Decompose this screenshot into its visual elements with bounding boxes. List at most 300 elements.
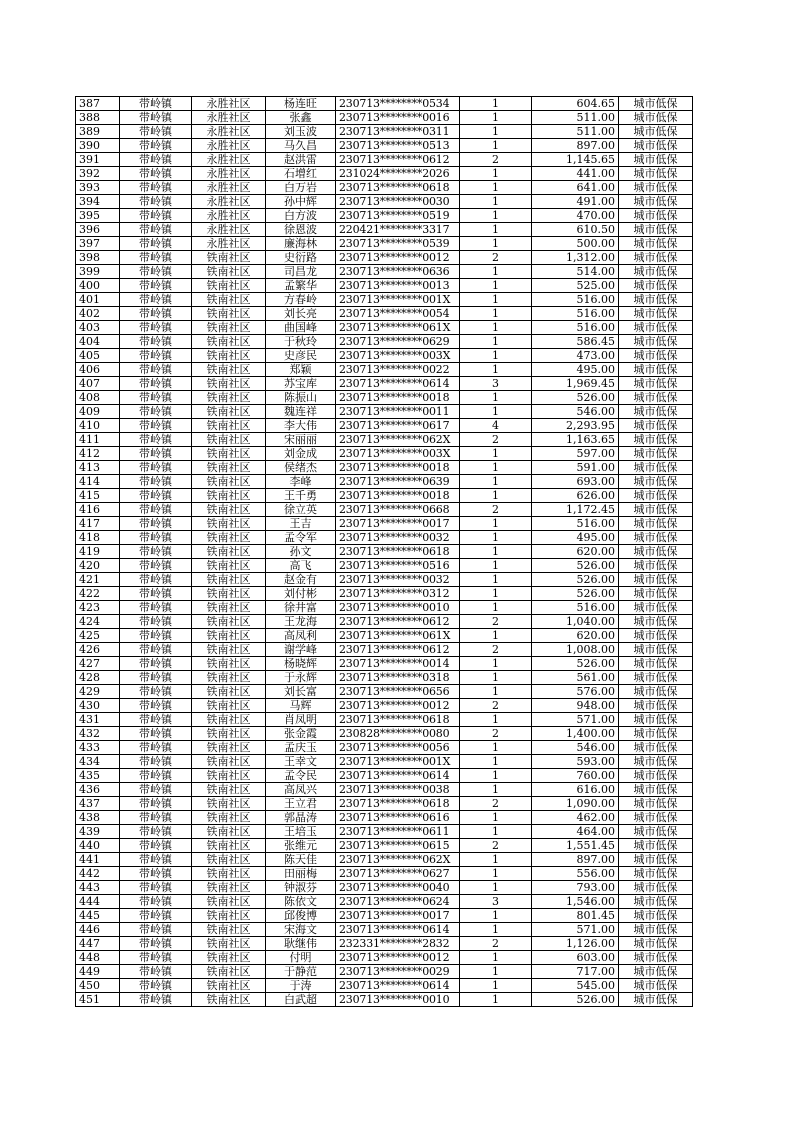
id-number-cell: 230713********001X <box>336 755 460 769</box>
amount-cell: 1,551.45 <box>532 839 619 853</box>
seq-cell: 413 <box>76 461 120 475</box>
table-row <box>76 951 693 965</box>
town-cell: 带岭镇 <box>120 475 192 489</box>
community-cell: 铁南社区 <box>192 489 266 503</box>
table-row <box>76 419 693 433</box>
community-cell: 铁南社区 <box>192 615 266 629</box>
name-cell: 肖凤明 <box>266 713 336 727</box>
town-cell: 带岭镇 <box>120 853 192 867</box>
community-cell: 铁南社区 <box>192 741 266 755</box>
id-number-cell: 230713********0614 <box>336 769 460 783</box>
seq-cell: 389 <box>76 125 120 139</box>
community-cell: 铁南社区 <box>192 447 266 461</box>
assistance-type-cell: 城市低保 <box>619 405 693 419</box>
community-cell: 铁南社区 <box>192 405 266 419</box>
name-cell: 廉海林 <box>266 237 336 251</box>
seq-cell: 421 <box>76 573 120 587</box>
amount-cell: 526.00 <box>532 391 619 405</box>
table-row <box>76 993 693 1007</box>
amount-cell: 571.00 <box>532 923 619 937</box>
id-number-cell: 230713********0616 <box>336 811 460 825</box>
town-cell: 带岭镇 <box>120 839 192 853</box>
town-cell: 带岭镇 <box>120 517 192 531</box>
id-number-cell: 230713********0614 <box>336 377 460 391</box>
community-cell: 铁南社区 <box>192 909 266 923</box>
name-cell: 赵洪雷 <box>266 153 336 167</box>
id-number-cell: 220421********3317 <box>336 223 460 237</box>
table-row <box>76 335 693 349</box>
household-size-cell: 1 <box>460 139 532 153</box>
seq-cell: 432 <box>76 727 120 741</box>
seq-cell: 416 <box>76 503 120 517</box>
town-cell: 带岭镇 <box>120 223 192 237</box>
household-size-cell: 2 <box>460 153 532 167</box>
community-cell: 铁南社区 <box>192 531 266 545</box>
household-size-cell: 2 <box>460 699 532 713</box>
table-row <box>76 349 693 363</box>
seq-cell: 410 <box>76 419 120 433</box>
community-cell: 铁南社区 <box>192 671 266 685</box>
amount-cell: 556.00 <box>532 867 619 881</box>
name-cell: 徐恩波 <box>266 223 336 237</box>
id-number-cell: 232331********2832 <box>336 937 460 951</box>
community-cell: 铁南社区 <box>192 937 266 951</box>
community-cell: 永胜社区 <box>192 125 266 139</box>
name-cell: 王幸文 <box>266 755 336 769</box>
seq-cell: 415 <box>76 489 120 503</box>
id-number-cell: 230713********0018 <box>336 489 460 503</box>
community-cell: 铁南社区 <box>192 643 266 657</box>
community-cell: 铁南社区 <box>192 783 266 797</box>
household-size-cell: 1 <box>460 223 532 237</box>
table-row <box>76 559 693 573</box>
id-number-cell: 231024********2026 <box>336 167 460 181</box>
community-cell: 铁南社区 <box>192 335 266 349</box>
id-number-cell: 230713********0010 <box>336 993 460 1007</box>
town-cell: 带岭镇 <box>120 377 192 391</box>
table-row <box>76 489 693 503</box>
community-cell: 铁南社区 <box>192 797 266 811</box>
assistance-type-cell: 城市低保 <box>619 839 693 853</box>
assistance-type-cell: 城市低保 <box>619 867 693 881</box>
community-cell: 铁南社区 <box>192 657 266 671</box>
town-cell: 带岭镇 <box>120 699 192 713</box>
seq-cell: 398 <box>76 251 120 265</box>
name-cell: 郑颖 <box>266 363 336 377</box>
household-size-cell: 1 <box>460 461 532 475</box>
assistance-type-cell: 城市低保 <box>619 433 693 447</box>
name-cell: 孟庆玉 <box>266 741 336 755</box>
assistance-type-cell: 城市低保 <box>619 489 693 503</box>
table-row <box>76 111 693 125</box>
id-number-cell: 230713********0618 <box>336 713 460 727</box>
assistance-type-cell: 城市低保 <box>619 279 693 293</box>
assistance-type-cell: 城市低保 <box>619 349 693 363</box>
id-number-cell: 230713********0014 <box>336 657 460 671</box>
town-cell: 带岭镇 <box>120 923 192 937</box>
household-size-cell: 1 <box>460 559 532 573</box>
community-cell: 铁南社区 <box>192 503 266 517</box>
amount-cell: 516.00 <box>532 307 619 321</box>
name-cell: 宋海文 <box>266 923 336 937</box>
id-number-cell: 230713********0040 <box>336 881 460 895</box>
name-cell: 张鑫 <box>266 111 336 125</box>
town-cell: 带岭镇 <box>120 657 192 671</box>
seq-cell: 434 <box>76 755 120 769</box>
assistance-type-cell: 城市低保 <box>619 951 693 965</box>
community-cell: 铁南社区 <box>192 279 266 293</box>
household-size-cell: 1 <box>460 321 532 335</box>
name-cell: 马辉 <box>266 699 336 713</box>
assistance-type-cell: 城市低保 <box>619 447 693 461</box>
seq-cell: 403 <box>76 321 120 335</box>
town-cell: 带岭镇 <box>120 139 192 153</box>
seq-cell: 411 <box>76 433 120 447</box>
name-cell: 于静范 <box>266 965 336 979</box>
assistance-type-cell: 城市低保 <box>619 139 693 153</box>
amount-cell: 620.00 <box>532 545 619 559</box>
town-cell: 带岭镇 <box>120 615 192 629</box>
household-size-cell: 1 <box>460 125 532 139</box>
town-cell: 带岭镇 <box>120 755 192 769</box>
town-cell: 带岭镇 <box>120 279 192 293</box>
amount-cell: 1,312.00 <box>532 251 619 265</box>
amount-cell: 801.45 <box>532 909 619 923</box>
seq-cell: 442 <box>76 867 120 881</box>
amount-cell: 516.00 <box>532 321 619 335</box>
id-number-cell: 230713********0011 <box>336 405 460 419</box>
town-cell: 带岭镇 <box>120 741 192 755</box>
household-size-cell: 1 <box>460 307 532 321</box>
assistance-type-cell: 城市低保 <box>619 265 693 279</box>
town-cell: 带岭镇 <box>120 181 192 195</box>
town-cell: 带岭镇 <box>120 153 192 167</box>
town-cell: 带岭镇 <box>120 307 192 321</box>
id-number-cell: 230713********0017 <box>336 517 460 531</box>
community-cell: 铁南社区 <box>192 951 266 965</box>
name-cell: 孟令军 <box>266 531 336 545</box>
amount-cell: 546.00 <box>532 741 619 755</box>
household-size-cell: 1 <box>460 951 532 965</box>
seq-cell: 429 <box>76 685 120 699</box>
name-cell: 曲国峰 <box>266 321 336 335</box>
seq-cell: 392 <box>76 167 120 181</box>
household-size-cell: 1 <box>460 447 532 461</box>
assistance-type-cell: 城市低保 <box>619 671 693 685</box>
id-number-cell: 230713********003X <box>336 349 460 363</box>
table-row <box>76 461 693 475</box>
assistance-type-cell: 城市低保 <box>619 545 693 559</box>
community-cell: 铁南社区 <box>192 853 266 867</box>
seq-cell: 448 <box>76 951 120 965</box>
household-size-cell: 2 <box>460 797 532 811</box>
id-number-cell: 230713********0311 <box>336 125 460 139</box>
seq-cell: 443 <box>76 881 120 895</box>
community-cell: 铁南社区 <box>192 475 266 489</box>
name-cell: 苏宝库 <box>266 377 336 391</box>
name-cell: 张维元 <box>266 839 336 853</box>
name-cell: 王吉 <box>266 517 336 531</box>
town-cell: 带岭镇 <box>120 559 192 573</box>
amount-cell: 576.00 <box>532 685 619 699</box>
name-cell: 陈天佳 <box>266 853 336 867</box>
community-cell: 铁南社区 <box>192 251 266 265</box>
assistance-type-cell: 城市低保 <box>619 251 693 265</box>
community-cell: 铁南社区 <box>192 349 266 363</box>
household-size-cell: 1 <box>460 741 532 755</box>
table-row <box>76 475 693 489</box>
community-cell: 铁南社区 <box>192 965 266 979</box>
household-size-cell: 2 <box>460 251 532 265</box>
name-cell: 白万岩 <box>266 181 336 195</box>
id-number-cell: 230713********0018 <box>336 461 460 475</box>
id-number-cell: 230713********0612 <box>336 153 460 167</box>
town-cell: 带岭镇 <box>120 895 192 909</box>
id-number-cell: 230713********0032 <box>336 573 460 587</box>
id-number-cell: 230713********0656 <box>336 685 460 699</box>
id-number-cell: 230713********0519 <box>336 209 460 223</box>
name-cell: 陈振山 <box>266 391 336 405</box>
amount-cell: 462.00 <box>532 811 619 825</box>
table-row <box>76 909 693 923</box>
seq-cell: 396 <box>76 223 120 237</box>
id-number-cell: 230713********0618 <box>336 181 460 195</box>
id-number-cell: 230713********0624 <box>336 895 460 909</box>
household-size-cell: 1 <box>460 167 532 181</box>
amount-cell: 526.00 <box>532 573 619 587</box>
town-cell: 带岭镇 <box>120 349 192 363</box>
amount-cell: 693.00 <box>532 475 619 489</box>
id-number-cell: 230713********0318 <box>336 671 460 685</box>
assistance-type-cell: 城市低保 <box>619 153 693 167</box>
assistance-type-cell: 城市低保 <box>619 937 693 951</box>
name-cell: 刘长亮 <box>266 307 336 321</box>
community-cell: 铁南社区 <box>192 685 266 699</box>
amount-cell: 604.65 <box>532 97 619 111</box>
seq-cell: 430 <box>76 699 120 713</box>
amount-cell: 473.00 <box>532 349 619 363</box>
id-number-cell: 230713********0012 <box>336 951 460 965</box>
community-cell: 铁南社区 <box>192 825 266 839</box>
community-cell: 铁南社区 <box>192 573 266 587</box>
amount-cell: 491.00 <box>532 195 619 209</box>
seq-cell: 437 <box>76 797 120 811</box>
household-size-cell: 1 <box>460 335 532 349</box>
amount-cell: 760.00 <box>532 769 619 783</box>
amount-cell: 593.00 <box>532 755 619 769</box>
amount-cell: 626.00 <box>532 489 619 503</box>
id-number-cell: 230713********0029 <box>336 965 460 979</box>
name-cell: 白方波 <box>266 209 336 223</box>
amount-cell: 1,090.00 <box>532 797 619 811</box>
household-size-cell: 1 <box>460 349 532 363</box>
assistance-type-cell: 城市低保 <box>619 755 693 769</box>
town-cell: 带岭镇 <box>120 671 192 685</box>
seq-cell: 393 <box>76 181 120 195</box>
town-cell: 带岭镇 <box>120 391 192 405</box>
id-number-cell: 230713********0038 <box>336 783 460 797</box>
assistance-type-cell: 城市低保 <box>619 335 693 349</box>
assistance-type-cell: 城市低保 <box>619 503 693 517</box>
amount-cell: 1,969.45 <box>532 377 619 391</box>
community-cell: 铁南社区 <box>192 993 266 1007</box>
seq-cell: 414 <box>76 475 120 489</box>
seq-cell: 405 <box>76 349 120 363</box>
household-size-cell: 1 <box>460 867 532 881</box>
household-size-cell: 1 <box>460 237 532 251</box>
table-row <box>76 97 693 111</box>
name-cell: 高凤利 <box>266 629 336 643</box>
community-cell: 铁南社区 <box>192 363 266 377</box>
household-size-cell: 1 <box>460 517 532 531</box>
amount-cell: 561.00 <box>532 671 619 685</box>
name-cell: 谢学峰 <box>266 643 336 657</box>
town-cell: 带岭镇 <box>120 237 192 251</box>
amount-cell: 571.00 <box>532 713 619 727</box>
table-row <box>76 377 693 391</box>
household-size-cell: 2 <box>460 643 532 657</box>
town-cell: 带岭镇 <box>120 363 192 377</box>
amount-cell: 1,040.00 <box>532 615 619 629</box>
assistance-type-cell: 城市低保 <box>619 629 693 643</box>
amount-cell: 516.00 <box>532 601 619 615</box>
amount-cell: 511.00 <box>532 125 619 139</box>
amount-cell: 441.00 <box>532 167 619 181</box>
id-number-cell: 230713********0030 <box>336 195 460 209</box>
town-cell: 带岭镇 <box>120 489 192 503</box>
assistance-type-cell: 城市低保 <box>619 475 693 489</box>
household-size-cell: 1 <box>460 475 532 489</box>
amount-cell: 1,126.00 <box>532 937 619 951</box>
household-size-cell: 1 <box>460 909 532 923</box>
table-row <box>76 699 693 713</box>
id-number-cell: 230713********003X <box>336 447 460 461</box>
household-size-cell: 1 <box>460 825 532 839</box>
town-cell: 带岭镇 <box>120 587 192 601</box>
amount-cell: 500.00 <box>532 237 619 251</box>
assistance-type-cell: 城市低保 <box>619 615 693 629</box>
community-cell: 铁南社区 <box>192 727 266 741</box>
amount-cell: 1,145.65 <box>532 153 619 167</box>
community-cell: 铁南社区 <box>192 881 266 895</box>
seq-cell: 428 <box>76 671 120 685</box>
table-row <box>76 307 693 321</box>
community-cell: 铁南社区 <box>192 629 266 643</box>
town-cell: 带岭镇 <box>120 643 192 657</box>
household-size-cell: 2 <box>460 727 532 741</box>
household-size-cell: 1 <box>460 195 532 209</box>
name-cell: 刘付彬 <box>266 587 336 601</box>
amount-cell: 1,400.00 <box>532 727 619 741</box>
id-number-cell: 230713********0534 <box>336 97 460 111</box>
amount-cell: 591.00 <box>532 461 619 475</box>
amount-cell: 616.00 <box>532 783 619 797</box>
assistance-type-cell: 城市低保 <box>619 783 693 797</box>
community-cell: 永胜社区 <box>192 153 266 167</box>
assistance-type-cell: 城市低保 <box>619 531 693 545</box>
table-row <box>76 167 693 181</box>
table-row <box>76 811 693 825</box>
community-cell: 铁南社区 <box>192 293 266 307</box>
community-cell: 永胜社区 <box>192 181 266 195</box>
town-cell: 带岭镇 <box>120 909 192 923</box>
id-number-cell: 230713********0639 <box>336 475 460 489</box>
household-size-cell: 1 <box>460 811 532 825</box>
table-row <box>76 517 693 531</box>
household-size-cell: 1 <box>460 671 532 685</box>
assistance-type-cell: 城市低保 <box>619 587 693 601</box>
relief-roster-table <box>75 96 693 1007</box>
id-number-cell: 230713********0016 <box>336 111 460 125</box>
household-size-cell: 1 <box>460 755 532 769</box>
table-row <box>76 531 693 545</box>
assistance-type-cell: 城市低保 <box>619 601 693 615</box>
town-cell: 带岭镇 <box>120 433 192 447</box>
name-cell: 耿继伟 <box>266 937 336 951</box>
community-cell: 铁南社区 <box>192 321 266 335</box>
seq-cell: 401 <box>76 293 120 307</box>
table-row <box>76 405 693 419</box>
seq-cell: 404 <box>76 335 120 349</box>
household-size-cell: 1 <box>460 531 532 545</box>
seq-cell: 391 <box>76 153 120 167</box>
id-number-cell: 230713********0636 <box>336 265 460 279</box>
assistance-type-cell: 城市低保 <box>619 321 693 335</box>
name-cell: 马久昌 <box>266 139 336 153</box>
amount-cell: 597.00 <box>532 447 619 461</box>
name-cell: 付明 <box>266 951 336 965</box>
assistance-type-cell: 城市低保 <box>619 209 693 223</box>
town-cell: 带岭镇 <box>120 867 192 881</box>
seq-cell: 424 <box>76 615 120 629</box>
community-cell: 铁南社区 <box>192 587 266 601</box>
seq-cell: 444 <box>76 895 120 909</box>
community-cell: 铁南社区 <box>192 811 266 825</box>
household-size-cell: 2 <box>460 937 532 951</box>
name-cell: 于秋玲 <box>266 335 336 349</box>
assistance-type-cell: 城市低保 <box>619 713 693 727</box>
table-row <box>76 825 693 839</box>
table-row <box>76 237 693 251</box>
id-number-cell: 230713********0017 <box>336 909 460 923</box>
household-size-cell: 1 <box>460 587 532 601</box>
name-cell: 徐井富 <box>266 601 336 615</box>
name-cell: 李大伟 <box>266 419 336 433</box>
amount-cell: 545.00 <box>532 979 619 993</box>
household-size-cell: 1 <box>460 657 532 671</box>
town-cell: 带岭镇 <box>120 993 192 1007</box>
assistance-type-cell: 城市低保 <box>619 769 693 783</box>
name-cell: 刘长富 <box>266 685 336 699</box>
assistance-type-cell: 城市低保 <box>619 307 693 321</box>
id-number-cell: 230713********0513 <box>336 139 460 153</box>
name-cell: 孟令民 <box>266 769 336 783</box>
name-cell: 白武超 <box>266 993 336 1007</box>
community-cell: 铁南社区 <box>192 839 266 853</box>
assistance-type-cell: 城市低保 <box>619 797 693 811</box>
household-size-cell: 1 <box>460 601 532 615</box>
id-number-cell: 230713********0618 <box>336 797 460 811</box>
community-cell: 铁南社区 <box>192 979 266 993</box>
id-number-cell: 230828********0080 <box>336 727 460 741</box>
amount-cell: 897.00 <box>532 139 619 153</box>
amount-cell: 586.45 <box>532 335 619 349</box>
town-cell: 带岭镇 <box>120 125 192 139</box>
town-cell: 带岭镇 <box>120 321 192 335</box>
assistance-type-cell: 城市低保 <box>619 825 693 839</box>
assistance-type-cell: 城市低保 <box>619 363 693 377</box>
assistance-type-cell: 城市低保 <box>619 923 693 937</box>
